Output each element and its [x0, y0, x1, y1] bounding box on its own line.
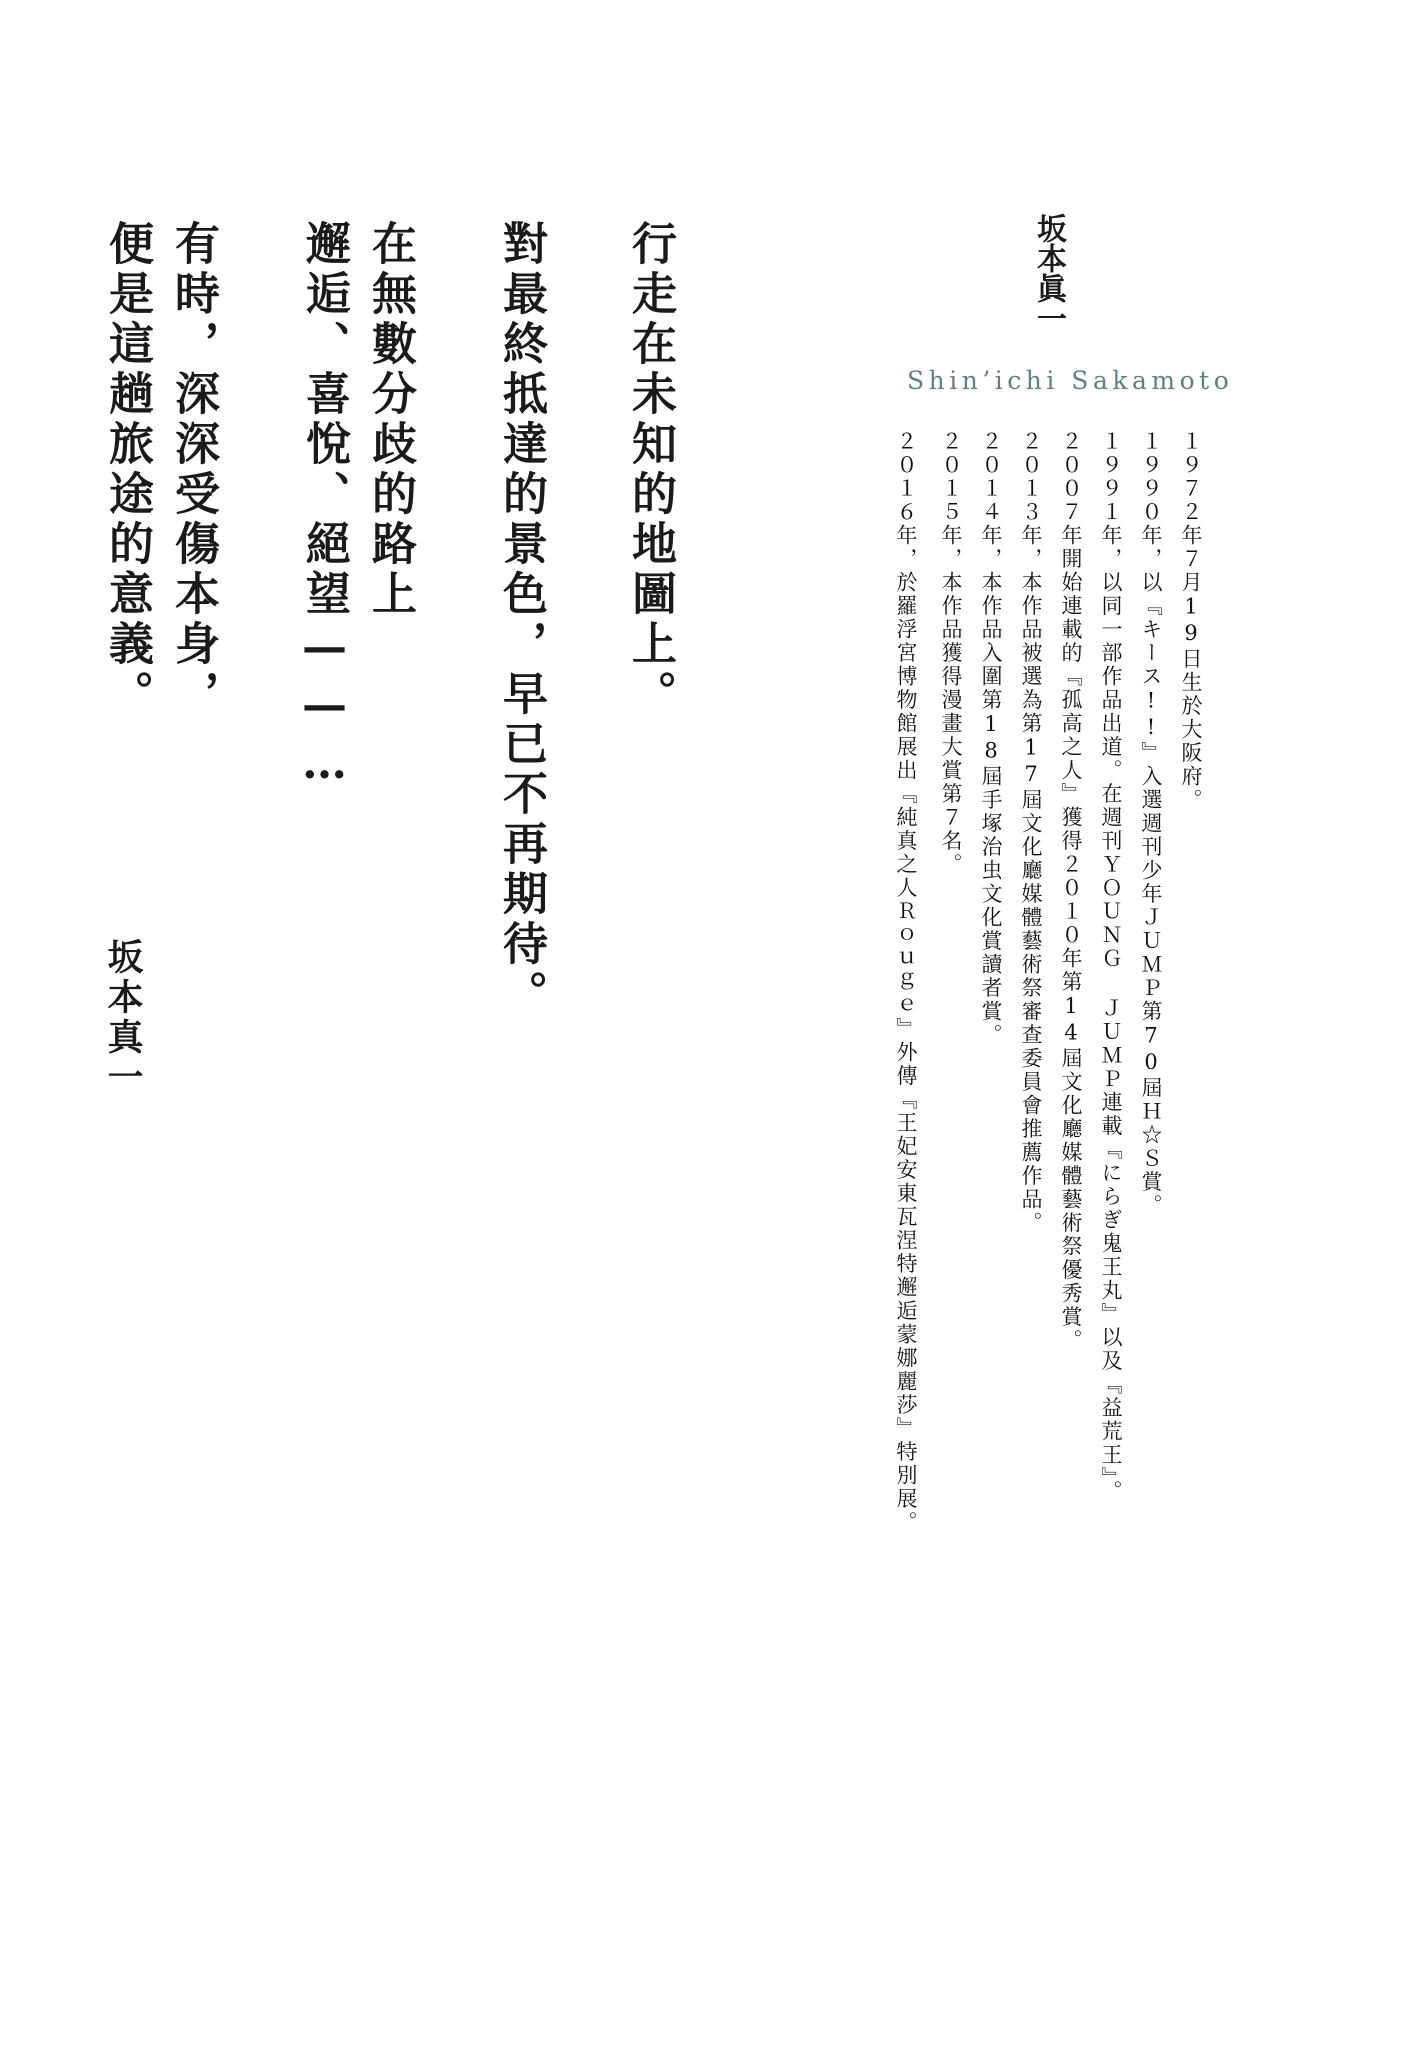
bio-line: ２０１４年，本作品入圍第18屆手塚治虫文化賞讀者賞。 — [979, 430, 1003, 1047]
poem-line: 對最終抵達的景色，早已不再期待。 — [495, 220, 548, 1020]
poem-line: 在無數分歧的路上 — [364, 220, 417, 620]
poem-line: 行走在未知的地圖上。 — [624, 220, 677, 720]
bio-line: １９７２年７月19日生於大阪府。 — [1179, 430, 1203, 812]
poem-line: 便是這趟旅途的意義。 — [101, 220, 154, 720]
bio-line: １９９０年，以『キース!!』入選週刊少年ＪＵＭＰ第70屆Ｈ☆Ｓ賞。 — [1139, 430, 1163, 1218]
poem-signature: 坂本真一 — [102, 938, 144, 1098]
poem-line: 有時，深深受傷本身， — [167, 220, 220, 720]
bio-line: ２００７年開始連載的『孤高之人』獲得２０１０年第14屆文化廳媒體藝術祭優秀賞。 — [1059, 430, 1083, 1353]
author-name: 坂本眞一 — [1031, 213, 1066, 333]
bio-line: １９９１年，以同一部作品出道。在週刊ＹＯＵＮＧ ＪＵＭＰ連載『にらぎ鬼王丸』以及『益荒王』。 — [1099, 430, 1123, 1504]
bio-line: ２０１５年，本作品獲得漫畫大賞第７名。 — [939, 430, 963, 877]
bio-line: ２０１６年，於羅浮宮博物館展出『純真之人Ｒｏｕｇｅ』外傳『王妃安東瓦涅特邂逅蒙娜麗莎』特別展。 — [894, 430, 918, 1535]
author-romaji: Shin’ichi Sakamoto — [907, 366, 1234, 395]
poem-line: 邂逅、喜悅、絕望——… — [298, 220, 351, 794]
bio-line: ２０１３年，本作品被選為第17屆文化廳媒體藝術祭審查委員會推薦作品。 — [1019, 430, 1043, 1235]
